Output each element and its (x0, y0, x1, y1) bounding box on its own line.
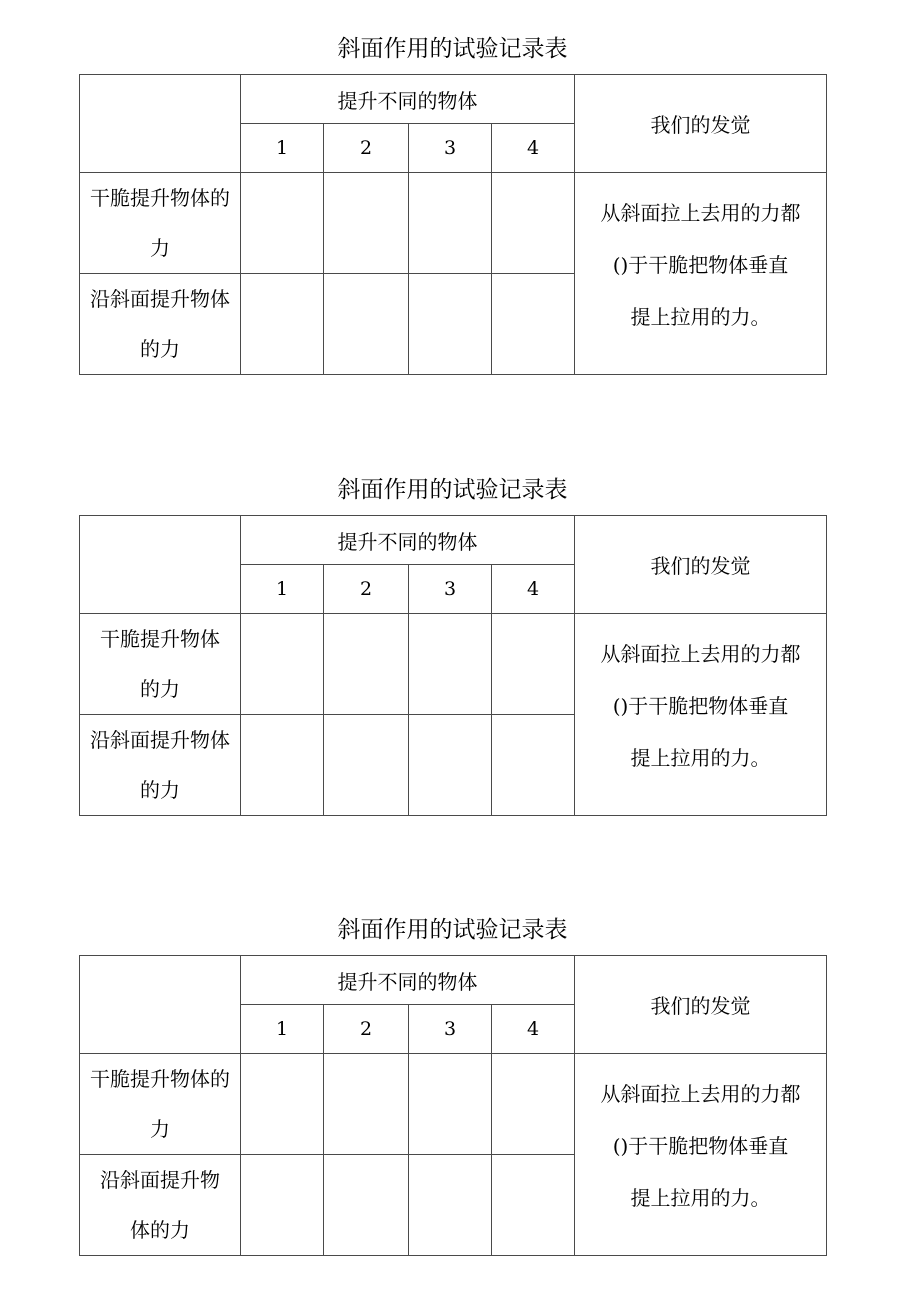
record-table (79, 515, 827, 816)
column-number: 4 (492, 565, 575, 614)
table-title: 斜面作用的试验记录表 (337, 477, 568, 503)
column-number: 3 (409, 1005, 492, 1054)
record-table (79, 74, 827, 375)
column-number: 2 (324, 124, 409, 173)
corner-cell (80, 516, 241, 614)
objects-header: 提升不同的物体 (241, 956, 575, 1005)
findings-header: 我们的发觉 (575, 956, 827, 1054)
row-label-slope-lift: 沿斜面提升物体 的力 (80, 715, 241, 816)
data-cell[interactable] (241, 173, 324, 274)
row-label-slope-lift: 沿斜面提升物体 的力 (80, 274, 241, 375)
row-label-direct-lift: 干脆提升物体的 力 (80, 173, 241, 274)
column-number: 4 (492, 124, 575, 173)
data-cell[interactable] (241, 1054, 324, 1155)
findings-text: 从斜面拉上去用的力都 ()于干脆把物体垂直 提上拉用的力。 (575, 614, 827, 816)
findings-header: 我们的发觉 (575, 75, 827, 173)
row-label-direct-lift: 干脆提升物体 的力 (80, 614, 241, 715)
data-cell[interactable] (492, 614, 575, 715)
data-cell[interactable] (409, 715, 492, 816)
data-cell[interactable] (409, 614, 492, 715)
objects-header: 提升不同的物体 (241, 75, 575, 124)
data-cell[interactable] (409, 1054, 492, 1155)
row-label-direct-lift: 干脆提升物体的 力 (80, 1054, 241, 1155)
data-cell[interactable] (241, 715, 324, 816)
objects-header: 提升不同的物体 (241, 516, 575, 565)
data-cell[interactable] (241, 274, 324, 375)
table-title: 斜面作用的试验记录表 (337, 36, 568, 62)
findings-header: 我们的发觉 (575, 516, 827, 614)
data-cell[interactable] (324, 173, 409, 274)
column-number: 2 (324, 1005, 409, 1054)
column-number: 3 (409, 124, 492, 173)
data-cell[interactable] (409, 274, 492, 375)
column-number: 1 (241, 565, 324, 614)
data-cell[interactable] (324, 1054, 409, 1155)
data-cell[interactable] (492, 1155, 575, 1256)
findings-text: 从斜面拉上去用的力都 ()于干脆把物体垂直 提上拉用的力。 (575, 173, 827, 375)
column-number: 1 (241, 1005, 324, 1054)
column-number: 4 (492, 1005, 575, 1054)
data-cell[interactable] (324, 614, 409, 715)
data-cell[interactable] (492, 274, 575, 375)
data-cell[interactable] (492, 173, 575, 274)
data-cell[interactable] (324, 715, 409, 816)
data-cell[interactable] (409, 1155, 492, 1256)
column-number: 3 (409, 565, 492, 614)
column-number: 1 (241, 124, 324, 173)
data-cell[interactable] (492, 715, 575, 816)
data-cell[interactable] (492, 1054, 575, 1155)
record-table (79, 955, 827, 1256)
data-cell[interactable] (241, 1155, 324, 1256)
data-cell[interactable] (324, 1155, 409, 1256)
row-label-slope-lift: 沿斜面提升物 体的力 (80, 1155, 241, 1256)
data-cell[interactable] (409, 173, 492, 274)
data-cell[interactable] (324, 274, 409, 375)
table-title: 斜面作用的试验记录表 (337, 917, 568, 943)
data-cell[interactable] (241, 614, 324, 715)
corner-cell (80, 956, 241, 1054)
corner-cell (80, 75, 241, 173)
column-number: 2 (324, 565, 409, 614)
findings-text: 从斜面拉上去用的力都 ()于干脆把物体垂直 提上拉用的力。 (575, 1054, 827, 1256)
